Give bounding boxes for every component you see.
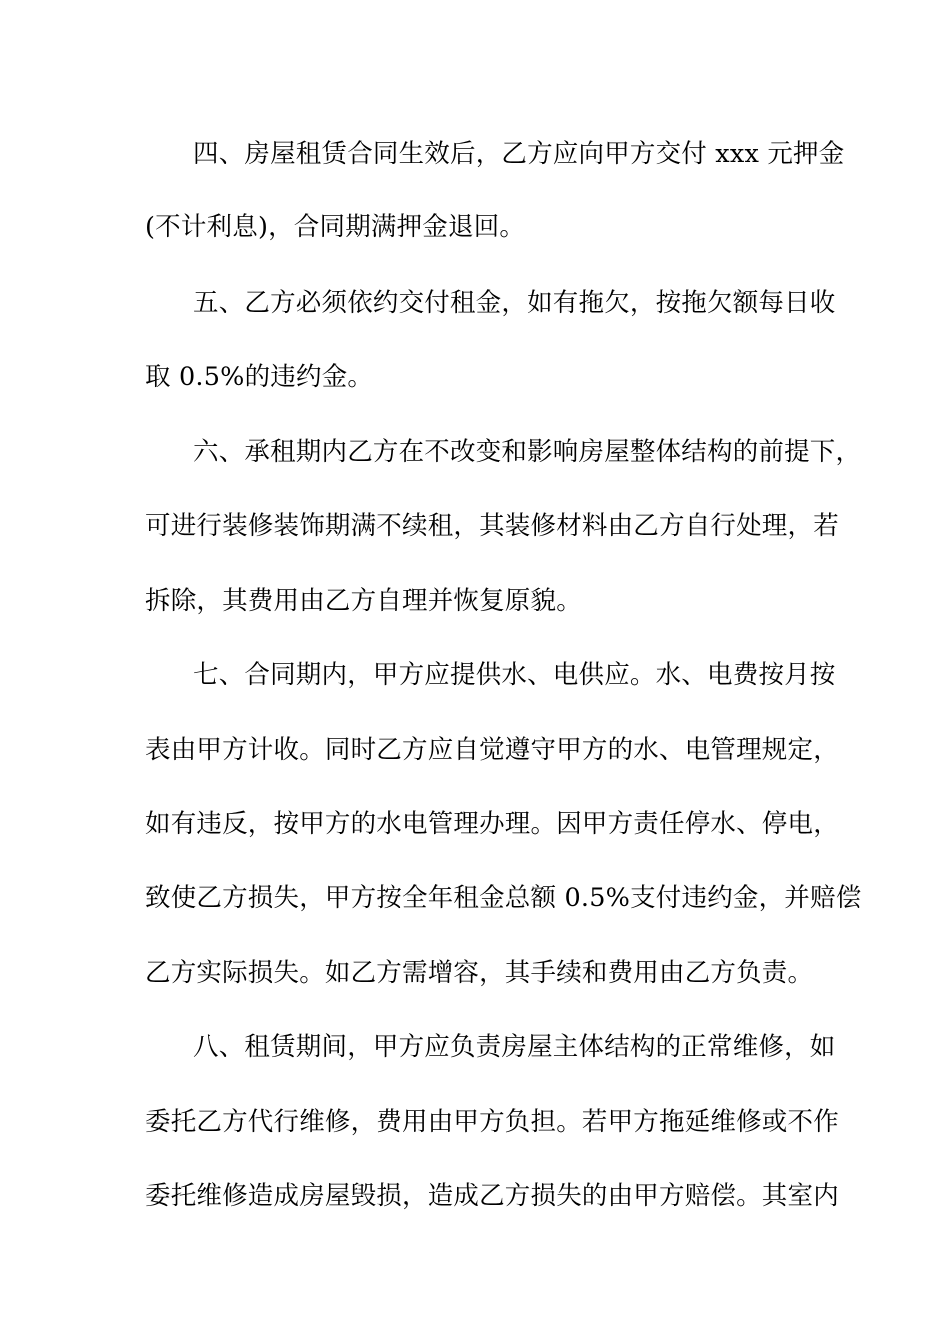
text-line: 委托乙方代行维修，费用由甲方负担。若甲方拖延维修或不作 (145, 1107, 839, 1137)
text-line: 如有违反，按甲方的水电管理办理。因甲方责任停水、停电， (145, 809, 839, 839)
text-line: 表由甲方计收。同时乙方应自觉遵守甲方的水、电管理规定， (145, 735, 839, 765)
text-line: 拆除，其费用由乙方自理并恢复原貌。 (145, 586, 582, 616)
text-line-clause-6: 六、承租期内乙方在不改变和影响房屋整体结构的前提下， (193, 437, 862, 467)
text-line-clause-5: 五、乙方必须依约交付租金，如有拖欠，按拖欠额每日收 (193, 288, 836, 318)
text-line: (不计利息)，合同期满押金退回。 (145, 212, 526, 242)
text-line: 取 0.5%的违约金。 (145, 362, 374, 392)
text-line-clause-4: 四、房屋租赁合同生效后，乙方应向甲方交付 xxx 元押金 (193, 139, 845, 169)
text-line-clause-7: 七、合同期内，甲方应提供水、电供应。水、电费按月按 (193, 660, 836, 690)
text-line: 致使乙方损失，甲方按全年租金总额 0.5%支付违约金，并赔偿 (145, 883, 862, 913)
text-line: 委托维修造成房屋毁损，造成乙方损失的由甲方赔偿。其室内 (145, 1181, 839, 1211)
text-line-clause-8: 八、租赁期间，甲方应负责房屋主体结构的正常维修，如 (193, 1032, 836, 1062)
text-line: 可进行装修装饰期满不续租，其装修材料由乙方自行处理，若 (145, 511, 839, 541)
text-line: 乙方实际损失。如乙方需增容，其手续和费用由乙方负责。 (145, 958, 814, 988)
